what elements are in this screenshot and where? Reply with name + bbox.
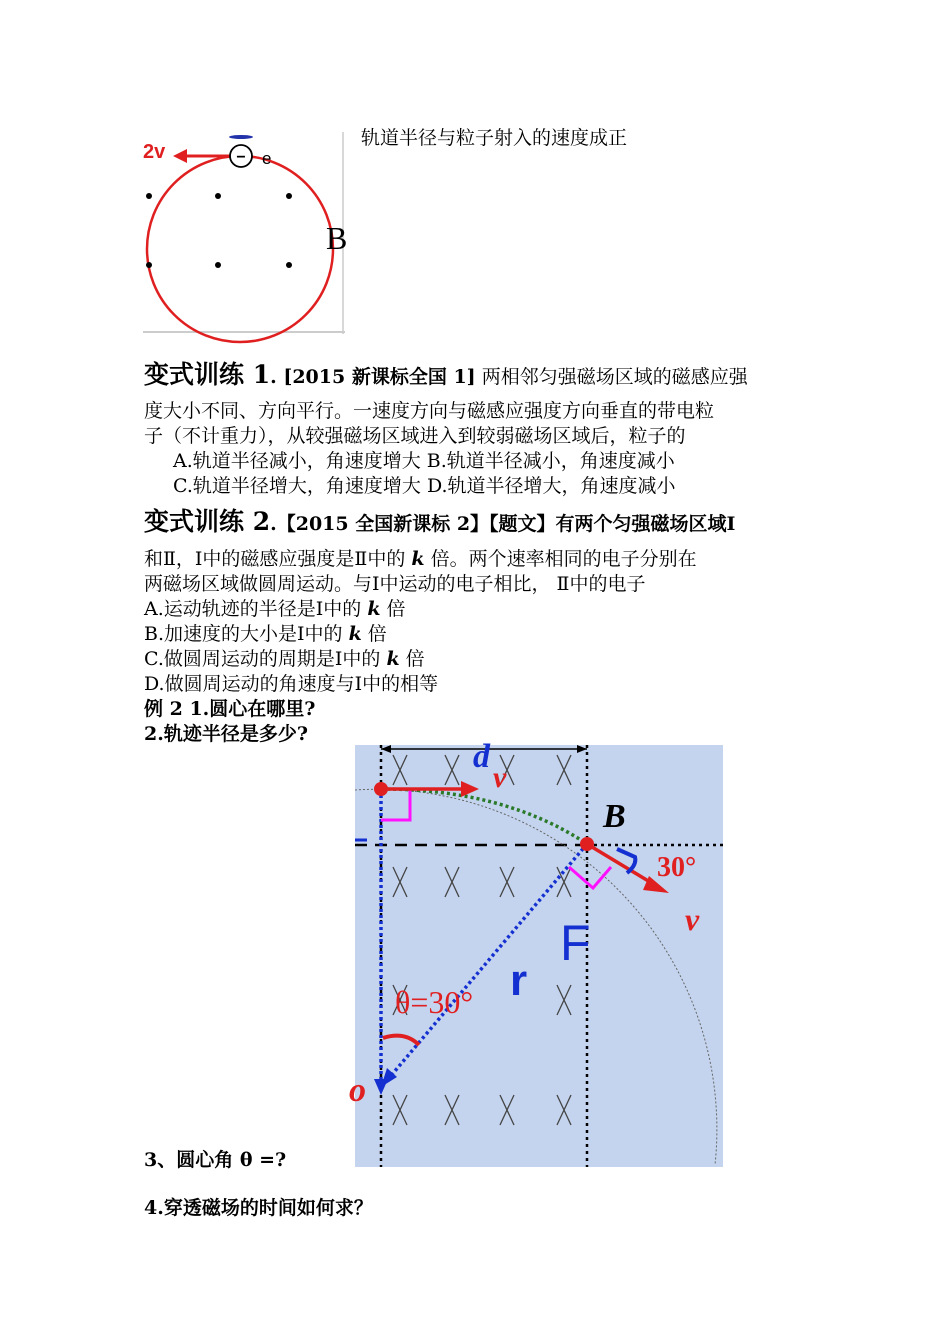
q2-option-a: A.运动轨迹的半径是Ⅰ中的 k 倍 <box>144 598 406 620</box>
q2-source: .【2015 全国新课标 2】【题文】有两个匀强磁场区域Ⅰ <box>270 513 736 535</box>
charge-sign: − <box>236 149 246 166</box>
ex2-question-4: 4.穿透磁场的时间如何求？ <box>144 1197 373 1219</box>
entry-point <box>374 782 388 796</box>
orbit-figure <box>143 132 348 334</box>
ex2-question-3: 3、圆心角 θ =? <box>144 1149 287 1171</box>
field-figure <box>349 738 723 1167</box>
q2-heading-line <box>144 507 735 539</box>
orbit-diagram <box>143 132 348 334</box>
q1-heading-line <box>144 360 748 392</box>
orbit-circle <box>147 156 333 342</box>
point-b <box>580 837 594 851</box>
velocity-label-top: v <box>493 761 507 794</box>
center-label: o <box>349 1072 366 1109</box>
orbit-caption: 轨道半径与粒子射入的速度成正 <box>361 127 628 149</box>
q2-heading: 变式训练 2 <box>144 507 271 536</box>
field-diagram <box>349 738 723 1167</box>
ex2-question-2: 2.轨迹半径是多少? <box>144 723 308 745</box>
velocity-label: 2v <box>143 141 166 163</box>
particle-label: e <box>262 149 272 168</box>
orbit-top-mark <box>229 135 253 139</box>
q2-option-c: C.做圆周运动的周期是Ⅰ中的 k 倍 <box>144 648 425 670</box>
q2-option-b: B.加速度的大小是Ⅰ中的 k 倍 <box>144 623 387 645</box>
k-symbol: k <box>411 548 425 570</box>
q1-heading: 变式训练 1 <box>144 360 271 389</box>
force-label: F <box>560 915 591 971</box>
radius-label: r <box>510 956 528 1005</box>
velocity-label-b: v <box>685 901 700 937</box>
center-angle-label: θ=30° <box>395 984 474 1020</box>
q1-source: . [2015 新课标全国 1] <box>270 366 476 388</box>
q2-stem-line-3: 两磁场区域做圆周运动。与Ⅰ中运动的电子相比， Ⅱ中的电子 <box>144 573 646 595</box>
q1-stem-line-1: 度大小不同、方向平行。一速度方向与磁感应强度方向垂直的带电粒 <box>144 400 715 422</box>
q1-stem-first: 两相邻匀强磁场区域的磁感应强 <box>475 366 748 388</box>
q1-options-2: C.轨道半径增大，角速度增大 D.轨道半径增大，角速度减小 <box>173 475 676 497</box>
point-b-label: B <box>603 798 626 835</box>
q1-options-1: A.轨道半径减小，角速度增大 B.轨道半径减小，角速度减小 <box>173 450 675 472</box>
field-label: B <box>326 220 348 256</box>
field-dots <box>146 193 292 268</box>
angle-label: 30° <box>657 852 697 883</box>
q2-option-d: D.做圆周运动的角速度与Ⅰ中的相等 <box>144 673 439 695</box>
width-label: d <box>473 738 490 775</box>
ex2-title: 例 2 1.圆心在哪里? <box>144 698 316 720</box>
velocity-arrowhead <box>173 149 187 163</box>
q1-stem-line-2: 子（不计重力），从较强磁场区域进入到较弱磁场区域后，粒子的 <box>144 425 686 447</box>
q2-stem-line-2: 和Ⅱ，Ⅰ中的磁感应强度是Ⅱ中的 k 倍。两个速率相同的电子分别在 <box>144 548 697 570</box>
